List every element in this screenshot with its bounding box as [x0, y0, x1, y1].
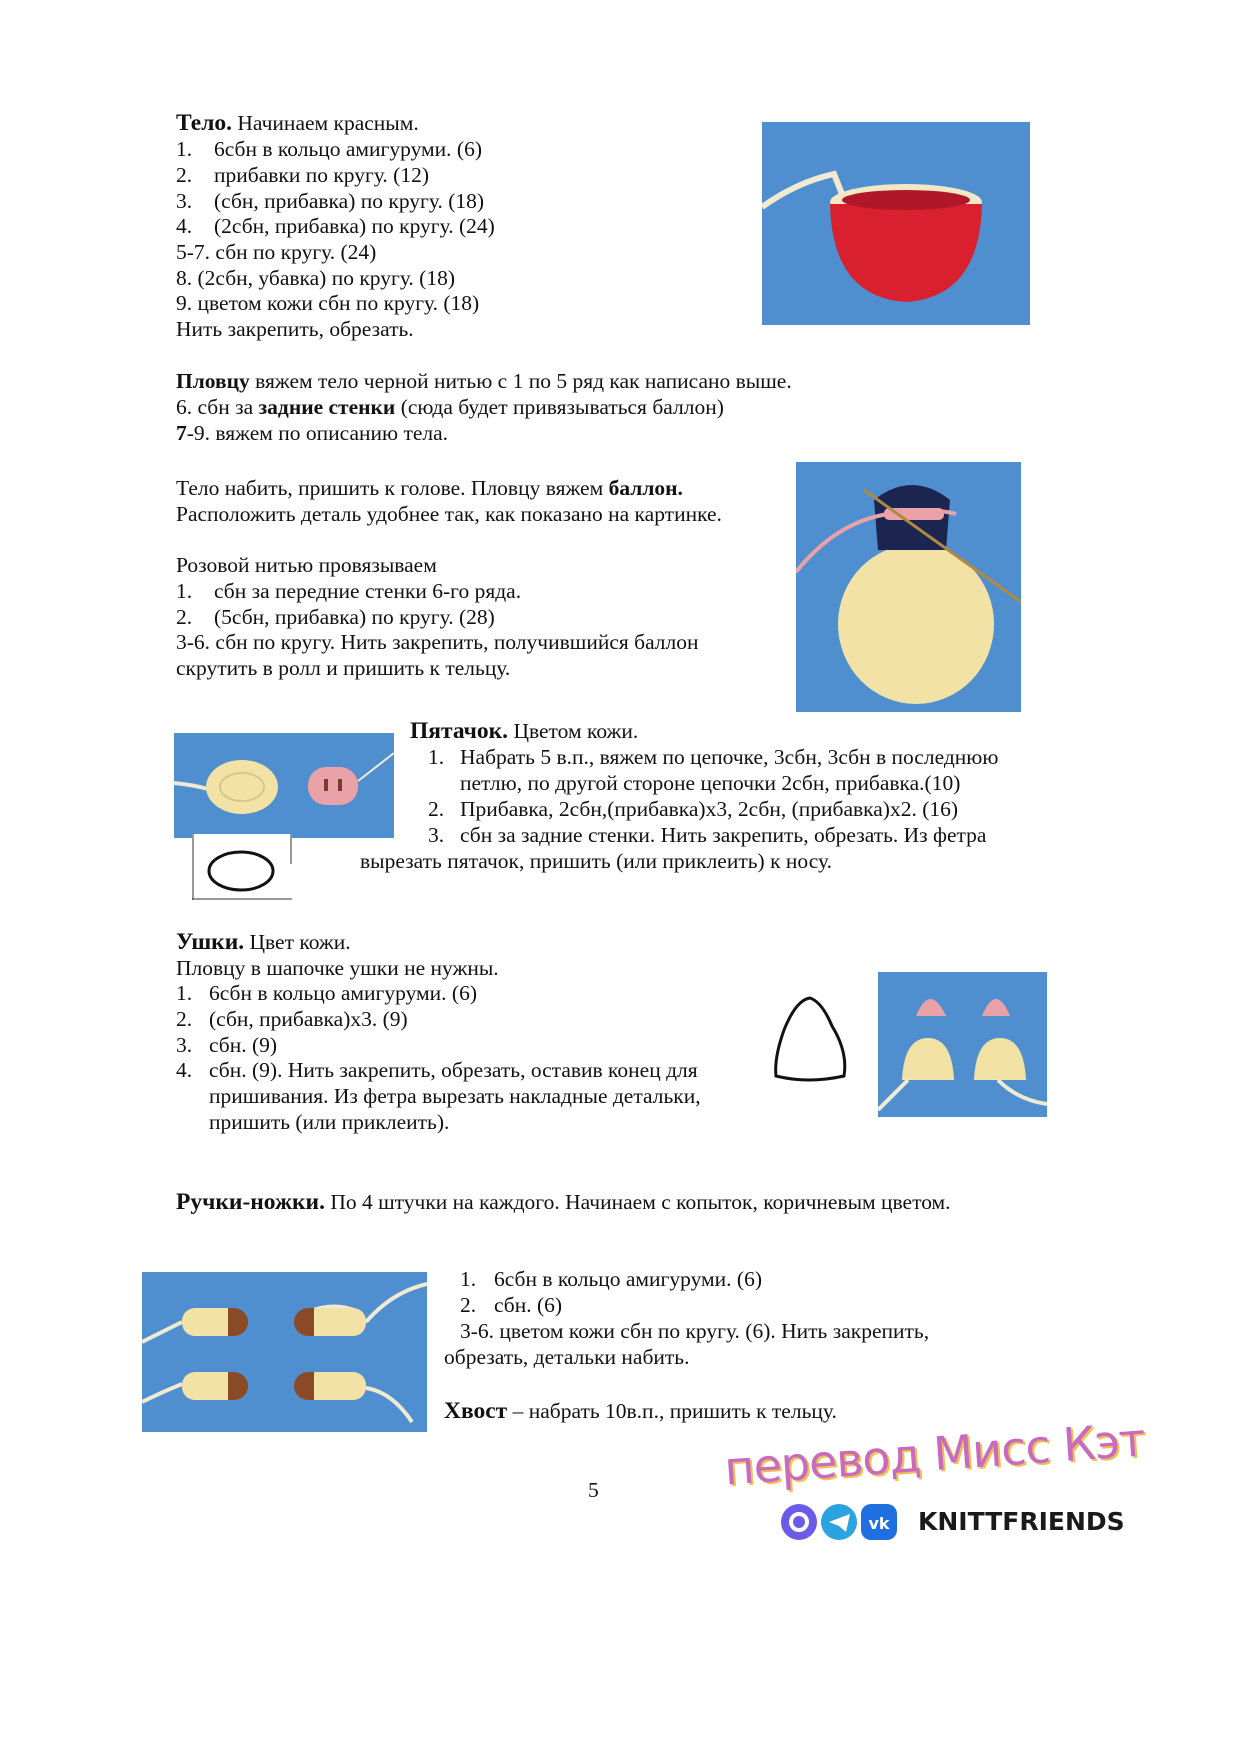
ears-heading: Ушки. [176, 929, 245, 955]
ears-step-3: 3. сбн. (9) [176, 1033, 278, 1057]
limbs-step-2: 2. сбн. (6) [460, 1293, 563, 1317]
limbs-heading: Ручки-ножки. [176, 1189, 325, 1215]
ears-photo [878, 972, 1047, 1117]
brand-name: KNITTFRIENDS [918, 1507, 1125, 1536]
body-step-5-7: 5-7. сбн по кругу. (24) [176, 240, 377, 264]
page-number: 5 [588, 1478, 599, 1502]
balloon-line-4: 3-6. сбн по кругу. Нить закрепить, получившийся баллон [176, 630, 699, 654]
balloon-line-3: Розовой нитью провязываем [176, 553, 437, 577]
ears-step-4: 4. сбн. (9). Нить закрепить, обрезать, оставив конец для [176, 1058, 698, 1082]
body-step-2: 2. прибавки по кругу. (12) [176, 163, 429, 187]
ear-pattern-shape [768, 992, 852, 1088]
ears-step-4-cont-2: пришить (или приклеить). [209, 1110, 450, 1134]
body-step-8: 8. (2сбн, убавка) по кругу. (18) [176, 266, 455, 290]
svg-text:vk: vk [868, 1514, 890, 1533]
limbs-title-line: Ручки-ножки. По 4 штучки на каждого. Начинаем с копыток, коричневым цветом. [176, 1189, 951, 1215]
limbs-step-1: 1. 6сбн в кольцо амигуруми. (6) [460, 1267, 762, 1291]
ears-step-2: 2. (сбн, прибавка)х3. (9) [176, 1007, 408, 1031]
ears-step-4-cont-1: пришивания. Из фетра вырезать накладные детальки, [209, 1084, 701, 1108]
body-finish: Нить закрепить, обрезать. [176, 317, 414, 341]
balloon-line-2: Расположить деталь удобнее так, как показано на картинке. [176, 502, 722, 526]
snout-heading: Пятачок. [410, 718, 509, 744]
body-step-4: 4. (2сбн, прибавка) по кругу. (24) [176, 214, 495, 238]
social-icons [780, 1503, 898, 1541]
ears-note: Пловцу в шапочке ушки не нужны. [176, 956, 499, 980]
body-title-line [176, 109, 419, 138]
snout-title-line: Пятачок. Цветом кожи. [410, 718, 639, 744]
snout-pattern-shape [192, 834, 292, 900]
ears-title-line: Ушки. Цвет кожи. [176, 929, 351, 955]
tail-line: Хвост – набрать 10в.п., пришить к тельцу. [444, 1398, 837, 1424]
swimmer-body-photo [796, 462, 1021, 712]
snout-photo [174, 733, 394, 838]
body-step-3: 3. (сбн, прибавка) по кругу. (18) [176, 189, 485, 213]
snout-step-1: 1. Набрать 5 в.п., вяжем по цепочке, 3сбн, 3сбн в последнюю [428, 745, 999, 769]
limbs-photo [142, 1272, 427, 1432]
balloon-line-5: скрутить в ролл и пришить к тельцу. [176, 656, 511, 680]
tail-heading: Хвост [444, 1398, 508, 1424]
swimmer-line-2: 6. сбн за задние стенки (сюда будет привязываться баллон) [176, 395, 724, 419]
snout-tail: вырезать пятачок, пришить (или приклеить) к носу. [360, 849, 832, 873]
swimmer-line-1: Пловцу вяжем тело черной нитью с 1 по 5 ряд как написано выше. [176, 369, 792, 393]
limbs-step-3-6-cont: обрезать, детальки набить. [444, 1345, 690, 1369]
balloon-step-2: 2. (5сбн, прибавка) по кругу. (28) [176, 605, 495, 629]
snout-step-2: 2. Прибавка, 2сбн,(прибавка)х3, 2сбн, (прибавка)х2. (16) [428, 797, 959, 821]
body-step-9: 9. цветом кожи сбн по кругу. (18) [176, 291, 480, 315]
body-heading: Тело. [176, 110, 233, 136]
snout-step-1-cont: петлю, по другой стороне цепочки 2сбн, прибавка.(10) [460, 771, 961, 795]
body-intro: Начинаем красным. [232, 111, 419, 135]
balloon-step-1: 1. сбн за передние стенки 6-го ряда. [176, 579, 522, 603]
ears-step-1: 1. 6сбн в кольцо амигуруми. (6) [176, 981, 477, 1005]
red-body-photo [762, 122, 1030, 325]
body-step-1: 1. 6сбн в кольцо амигуруми. (6) [176, 137, 482, 161]
translator-watermark: перевод Мисс Кэт [722, 1412, 1147, 1496]
swimmer-line-3: 7-9. вяжем по описанию тела. [176, 421, 449, 445]
limbs-step-3-6: 3-6. цветом кожи сбн по кругу. (6). Нить закрепить, [460, 1319, 930, 1343]
snout-step-3: 3. сбн за задние стенки. Нить закрепить, обрезать. Из фетра [428, 823, 987, 847]
balloon-line-1: Тело набить, пришить к голове. Пловцу вяжем баллон. [176, 476, 683, 500]
